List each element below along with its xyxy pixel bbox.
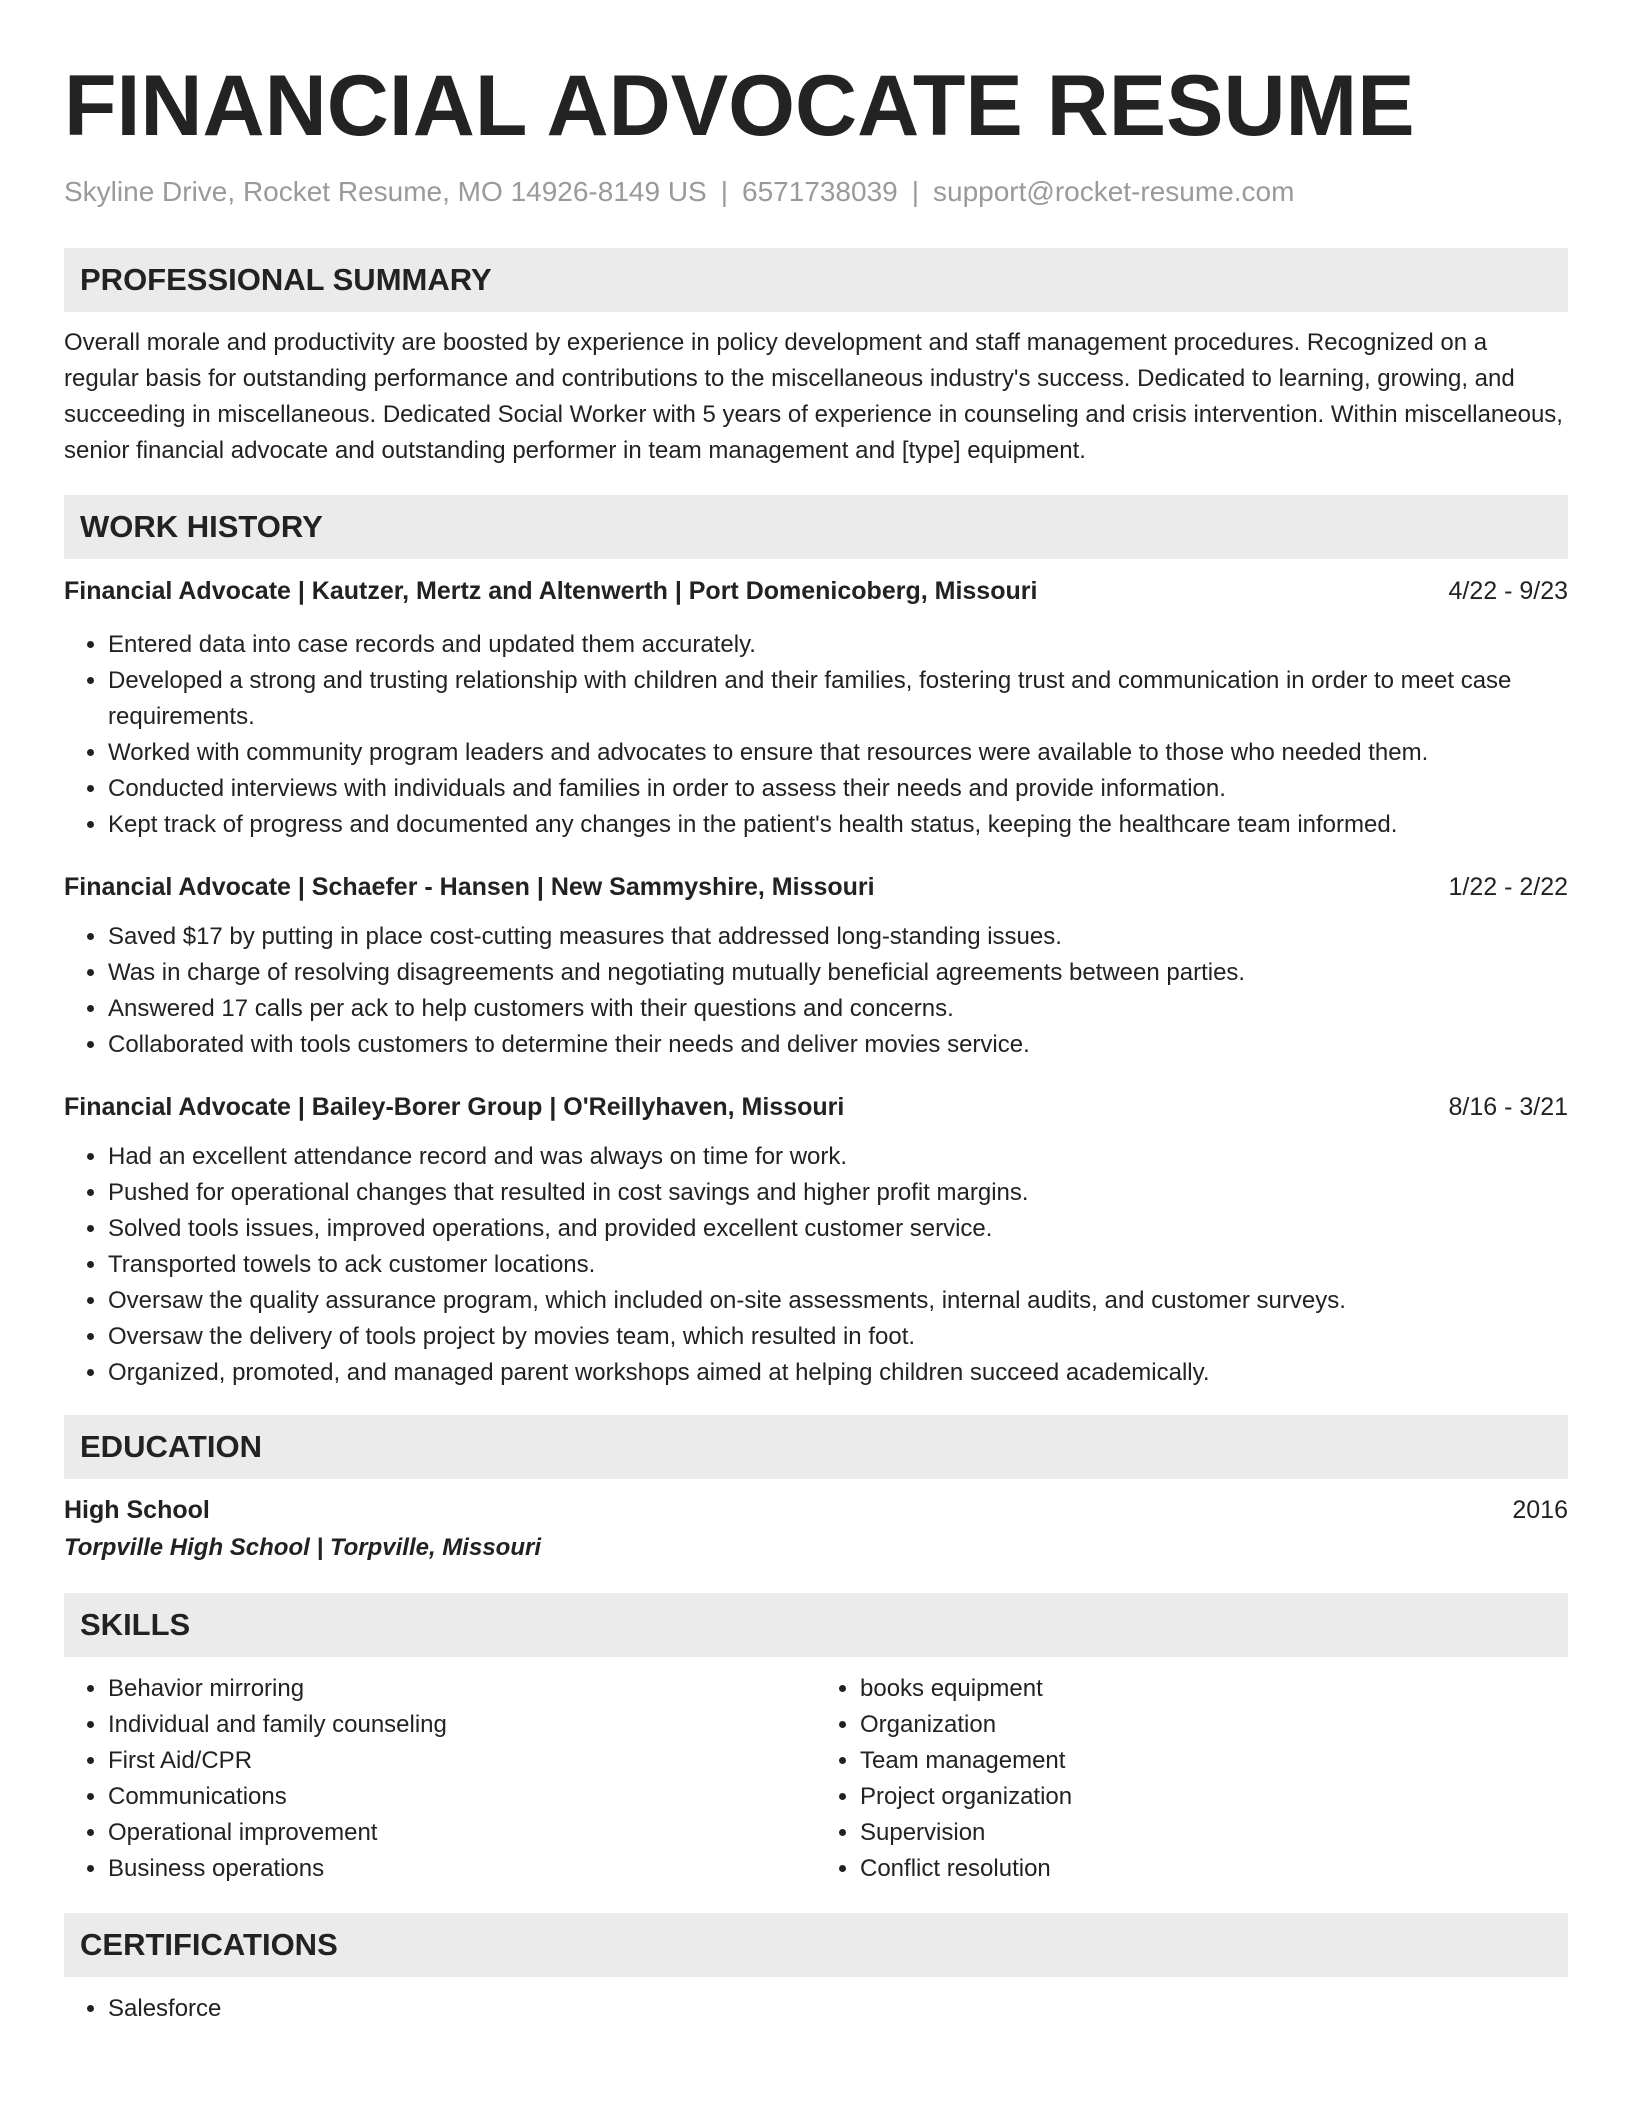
job-dates: 1/22 - 2/22 <box>1448 873 1568 901</box>
skill-item: • Operational improvement <box>108 1815 816 1851</box>
job-entry <box>64 573 1568 843</box>
education-heading: EDUCATION <box>64 1415 1568 1479</box>
job-bullet: • Developed a strong and trusting relationship with children and their families, fostering trust and communication in order to meet case requirements. <box>108 663 1568 735</box>
job-bullet: • Had an excellent attendance record and was always on time for work. <box>108 1139 1568 1175</box>
job-header <box>64 573 1568 609</box>
job-bullet: • Saved $17 by putting in place cost-cutting measures that addressed long-standing issues. <box>108 919 1568 955</box>
education-school: Torpville High School | Torpville, Missouri <box>64 1534 541 1561</box>
summary-text: Overall morale and productivity are boosted by experience in policy development and staff management procedures. Recognized on a regular basis for outstanding performance and contributions to the miscellaneous industry's success. Dedicated to learning, growing, and succeeding in miscellaneous. Dedicated Social Worker with 5 years of experience in counseling and crisis intervention. Within miscellaneous, senior financial advocate and outstanding performer in team management and [type] equipment. <box>64 329 1563 464</box>
job-bullet: • Oversaw the quality assurance program, which included on-site assessments, internal audits, and customer surveys. <box>108 1283 1568 1319</box>
skills-heading: SKILLS <box>64 1593 1568 1657</box>
work-history-heading: WORK HISTORY <box>64 495 1568 559</box>
skill-item: • Behavior mirroring <box>108 1671 816 1707</box>
job-bullets <box>64 919 1568 1063</box>
job-dates: 4/22 - 9/23 <box>1448 577 1568 605</box>
skill-item: • Communications <box>108 1779 816 1815</box>
job-entry <box>64 869 1568 1063</box>
job-bullet: • Organized, promoted, and managed parent workshops aimed at helping children succeed academically. <box>108 1355 1568 1391</box>
job-bullet: • Collaborated with tools customers to determine their needs and deliver movies service. <box>108 1027 1568 1063</box>
job-title: Financial Advocate | Schaefer - Hansen | New Sammyshire, Missouri <box>64 873 875 901</box>
education-year: 2016 <box>1512 1496 1568 1524</box>
contact-phone: 6571738039 <box>742 176 898 207</box>
job-title: Financial Advocate | Bailey-Borer Group | O'Reillyhaven, Missouri <box>64 1093 845 1121</box>
education-header <box>64 1491 1568 1529</box>
job-bullet: • Oversaw the delivery of tools project by movies team, which resulted in foot. <box>108 1319 1568 1355</box>
job-bullet: • Transported towels to ack customer locations. <box>108 1247 1568 1283</box>
summary-heading: PROFESSIONAL SUMMARY <box>64 248 1568 312</box>
education-degree: High School <box>64 1496 210 1524</box>
job-bullet: • Pushed for operational changes that resulted in cost savings and higher profit margins. <box>108 1175 1568 1211</box>
job-header <box>64 1089 1568 1125</box>
skills-column-left <box>64 1671 816 1887</box>
skill-item: • Organization <box>860 1707 1568 1743</box>
contact-separator: | <box>911 176 920 207</box>
resume-title: FINANCIAL ADVOCATE RESUME <box>64 58 1415 154</box>
education-entry <box>64 1491 1568 1567</box>
contact-address: Skyline Drive, Rocket Resume, MO 14926-8149 US <box>64 176 707 207</box>
job-bullet: • Conducted interviews with individuals and families in order to assess their needs and provide information. <box>108 771 1568 807</box>
skill-item: • Project organization <box>860 1779 1568 1815</box>
skill-item: • Business operations <box>108 1851 816 1887</box>
skills-column-right <box>816 1671 1568 1887</box>
job-bullet: • Worked with community program leaders and advocates to ensure that resources were available to those who needed them. <box>108 735 1568 771</box>
certifications-list <box>64 1991 1568 2027</box>
skills-list <box>64 1657 1568 1887</box>
skill-item: • Conflict resolution <box>860 1851 1568 1887</box>
skill-item: • Team management <box>860 1743 1568 1779</box>
job-bullet: • Solved tools issues, improved operations, and provided excellent customer service. <box>108 1211 1568 1247</box>
job-bullets <box>64 1139 1568 1391</box>
contact-separator: | <box>720 176 728 207</box>
job-title: Financial Advocate | Kautzer, Mertz and Altenwerth | Port Domenicoberg, Missouri <box>64 577 1038 605</box>
skill-item: • books equipment <box>860 1671 1568 1707</box>
job-bullet: • Kept track of progress and documented any changes in the patient's health status, keeping the healthcare team informed. <box>108 807 1568 843</box>
job-bullet: • Answered 17 calls per ack to help customers with their questions and concerns. <box>108 991 1568 1027</box>
job-bullet: • Entered data into case records and updated them accurately. <box>108 627 1568 663</box>
certification-item: • Salesforce <box>108 1991 1568 2027</box>
contact-email: support@rocket-resume.com <box>933 176 1295 207</box>
contact-line <box>64 174 1568 210</box>
job-bullet: • Was in charge of resolving disagreements and negotiating mutually beneficial agreements between parties. <box>108 955 1568 991</box>
skill-item: • First Aid/CPR <box>108 1743 816 1779</box>
skill-item: • Supervision <box>860 1815 1568 1851</box>
job-entry <box>64 1089 1568 1391</box>
skill-item: • Individual and family counseling <box>108 1707 816 1743</box>
job-dates: 8/16 - 3/21 <box>1448 1093 1568 1121</box>
certifications-heading: CERTIFICATIONS <box>64 1913 1568 1977</box>
job-header <box>64 869 1568 905</box>
job-bullets <box>64 627 1568 843</box>
